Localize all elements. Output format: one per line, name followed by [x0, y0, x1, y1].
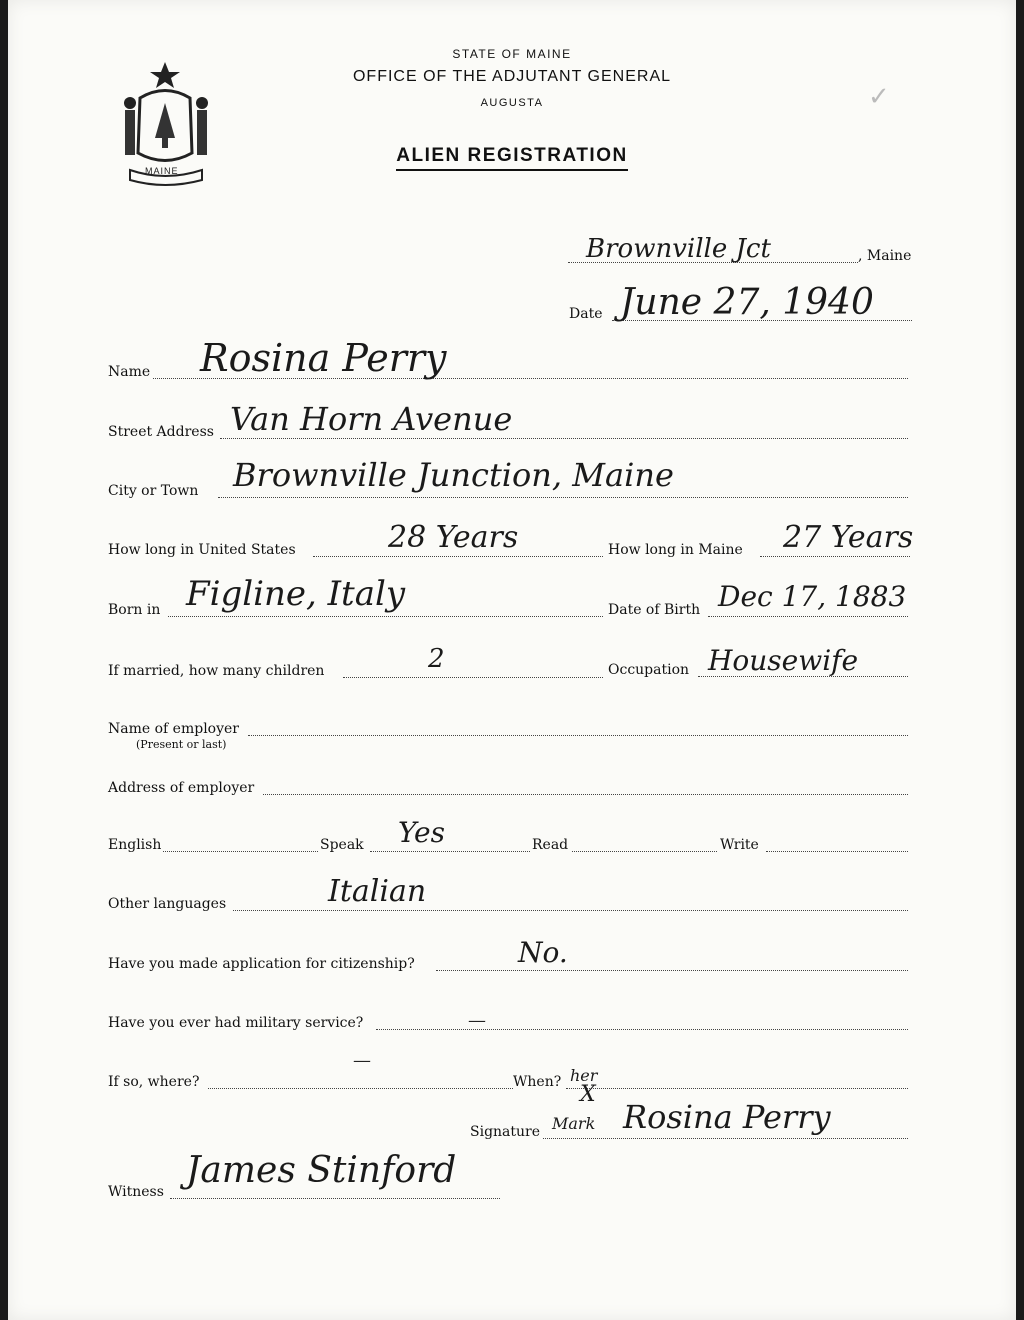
employer-line [248, 735, 908, 736]
children-label: If married, how many children [108, 663, 325, 679]
born-label: Born in [108, 602, 161, 618]
children-line [343, 677, 603, 678]
maine-years-line [760, 556, 910, 557]
town-value: Brownville Jct [586, 234, 771, 264]
born-value: Figline, Italy [186, 574, 406, 614]
header-state: STATE OF MAINE [452, 47, 572, 61]
speak-value: Yes [398, 816, 445, 849]
other-languages-value: Italian [328, 874, 427, 909]
when-line [566, 1088, 908, 1089]
header-office: OFFICE OF THE ADJUTANT GENERAL [352, 68, 672, 85]
occupation-value: Housewife [708, 644, 859, 677]
date-label: Date [569, 306, 603, 322]
date-value: June 27, 1940 [620, 282, 874, 323]
witness-line [170, 1198, 500, 1199]
maine-years-label: How long in Maine [608, 542, 743, 558]
employer-label: Name of employer [108, 721, 239, 737]
signature-x: X [580, 1082, 596, 1107]
military-line [376, 1029, 908, 1030]
occupation-label: Occupation [608, 662, 690, 678]
us-years-value: 28 Years [388, 520, 519, 555]
other-languages-label: Other languages [108, 896, 227, 912]
citizenship-line [436, 970, 908, 971]
speak-label: Speak [320, 837, 364, 853]
header-city: AUGUSTA [480, 97, 544, 109]
citizenship-label: Have you made application for citizenship? [108, 956, 415, 972]
signature-line [543, 1138, 908, 1139]
children-value: 2 [428, 644, 445, 674]
check-mark-icon: ✓ [868, 82, 890, 112]
dob-line [708, 616, 908, 617]
write-label: Write [720, 837, 759, 853]
seal-banner-text: MAINE [145, 166, 179, 176]
other-languages-line [233, 910, 908, 911]
write-line [766, 851, 908, 852]
witness-value: James Stinford [186, 1150, 457, 1191]
signature-her: her [570, 1066, 598, 1085]
city-label: City or Town [108, 483, 199, 499]
witness-label: Witness [108, 1184, 164, 1200]
maine-years-value: 27 Years [783, 520, 914, 555]
maine-label: , Maine [858, 248, 912, 264]
read-line [572, 851, 717, 852]
english-label: English [108, 837, 162, 853]
signature-label: Signature [470, 1124, 541, 1140]
employer-address-label: Address of employer [108, 780, 255, 796]
street-label: Street Address [108, 424, 214, 440]
signature-value: Rosina Perry [623, 1098, 831, 1136]
employer-note: (Present or last) [136, 738, 227, 751]
dob-value: Dec 17, 1883 [718, 580, 907, 613]
military-value: — [468, 1010, 486, 1031]
speak-line [370, 851, 530, 852]
where-line [208, 1088, 513, 1089]
military-label: Have you ever had military service? [108, 1015, 364, 1031]
when-label: When? [513, 1074, 562, 1090]
born-line [168, 616, 603, 617]
street-line [220, 438, 908, 439]
citizenship-value: No. [518, 936, 568, 969]
street-value: Van Horn Avenue [230, 400, 513, 438]
registration-form [8, 0, 1016, 1320]
name-value: Rosina Perry [200, 336, 447, 380]
us-years-label: How long in United States [108, 542, 296, 558]
us-years-line [313, 556, 603, 557]
where-label: If so, where? [108, 1074, 200, 1090]
english-line [163, 851, 318, 852]
where-value: — [353, 1050, 371, 1071]
signature-mark: Mark [552, 1114, 596, 1133]
read-label: Read [532, 837, 569, 853]
employer-address-line [263, 794, 908, 795]
city-line [218, 497, 908, 498]
name-label: Name [108, 364, 151, 380]
city-value: Brownville Junction, Maine [233, 456, 674, 494]
dob-label: Date of Birth [608, 602, 701, 618]
form-title-text: ALIEN REGISTRATION [396, 145, 627, 171]
form-title [8, 145, 1016, 167]
